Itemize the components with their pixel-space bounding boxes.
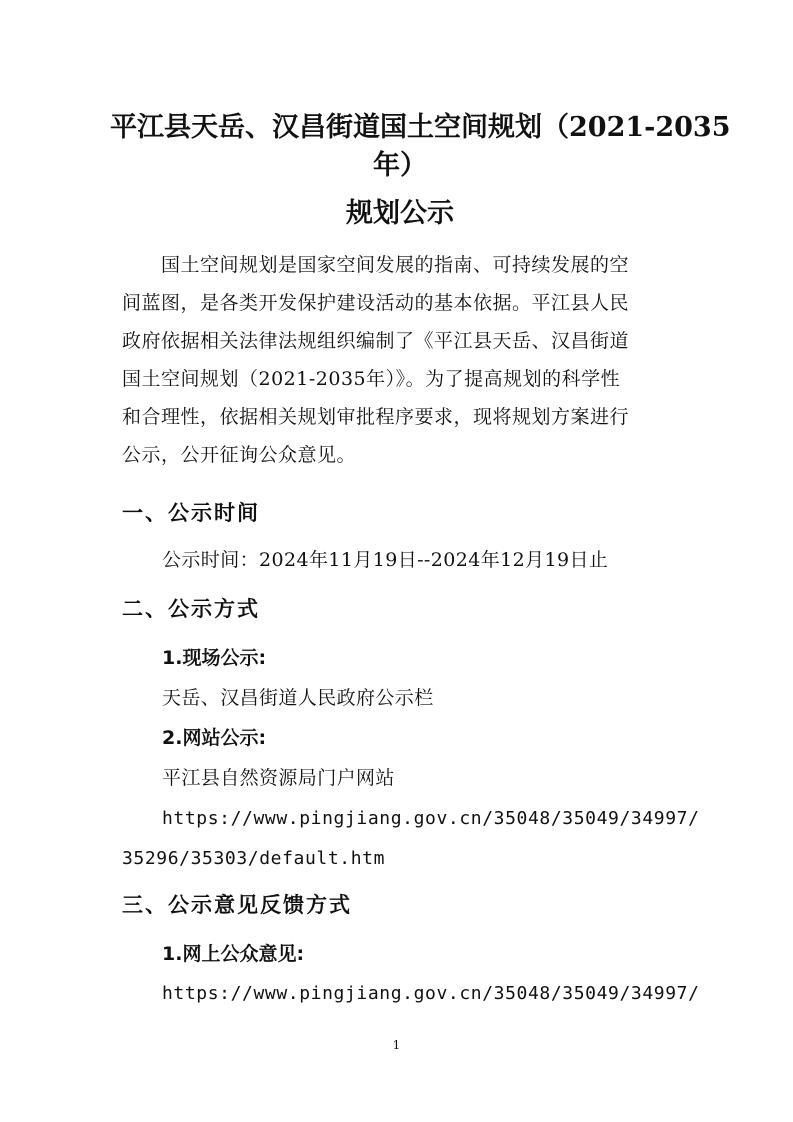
- intro-line-3: 政府依据相关法律法规组织编制了《平江县天岳、汉昌街道: [122, 330, 630, 352]
- section-2-item-1-label: 1.现场公示:: [162, 647, 267, 669]
- intro-line-2: 间蓝图，是各类开发保护建设活动的基本依据。平江县人民: [122, 292, 630, 314]
- section-2-item-2-text: 平江县自然资源局门户网站: [162, 767, 395, 789]
- section-2-website-link[interactable]: https://www.pingjiang.gov.cn/35048/35049/34997/: [162, 808, 700, 829]
- document-title-line-2: 年）: [373, 150, 427, 181]
- section-2-item-1-text: 天岳、汉昌街道人民政府公示栏: [162, 687, 434, 709]
- intro-line-1: 国土空间规划是国家空间发展的指南、可持续发展的空: [122, 254, 630, 276]
- document-title-line-1: 平江县天岳、汉昌街道国土空间规划（2021-2035: [110, 112, 731, 143]
- section-1-text: 公示时间：2024年11月19日--2024年12月19日止: [162, 549, 609, 571]
- section-2-website-link-continued[interactable]: 35296/35303/default.htm: [122, 848, 386, 869]
- intro-line-4: 国土空间规划（2021-2035年）》。为了提高规划的科学性: [122, 368, 621, 390]
- section-3-item-1-label: 1.网上公众意见:: [162, 943, 305, 965]
- section-1-heading: 一、公示时间: [122, 501, 260, 525]
- section-3-heading: 三、公示意见反馈方式: [122, 893, 352, 917]
- page-number: 1: [392, 1038, 401, 1052]
- section-3-feedback-link[interactable]: https://www.pingjiang.gov.cn/35048/35049/34997/: [162, 983, 700, 1004]
- section-2-item-2-label: 2.网站公示:: [162, 727, 267, 749]
- document-subtitle: 规划公示: [346, 198, 454, 229]
- intro-line-6: 公示，公开征询公众意见。: [122, 444, 357, 466]
- section-2-heading: 二、公示方式: [122, 597, 260, 621]
- intro-line-5: 和合理性，依据相关规划审批程序要求，现将规划方案进行: [122, 406, 630, 428]
